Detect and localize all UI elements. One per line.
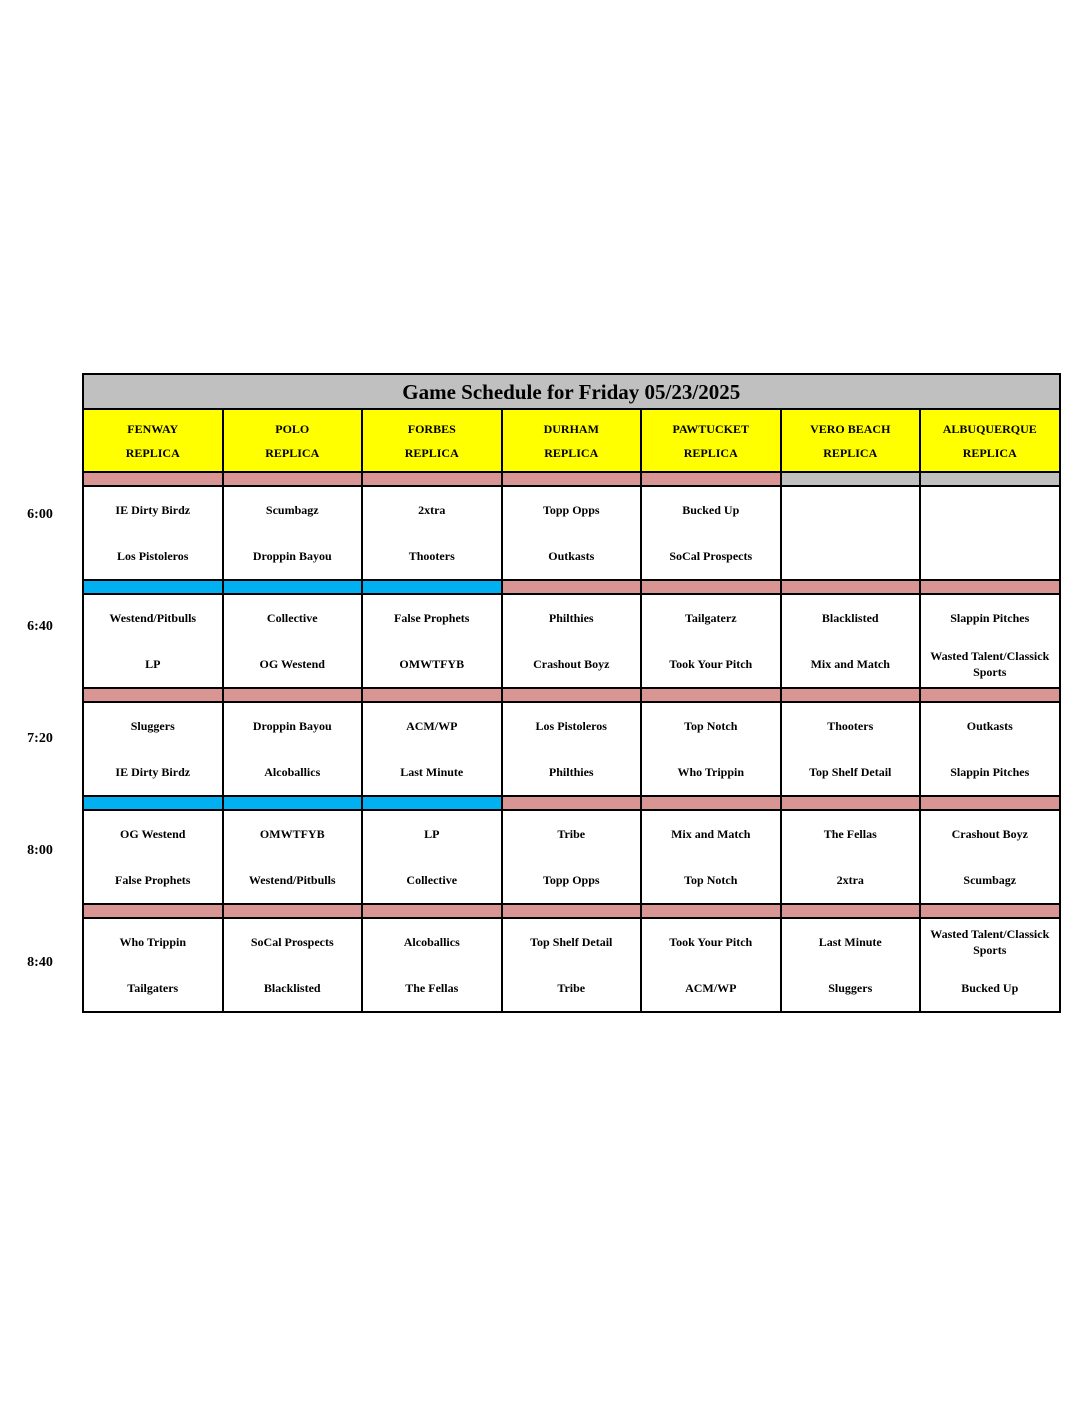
separator-cell bbox=[362, 580, 502, 594]
game-cell bbox=[920, 594, 1060, 688]
time-label: 7:20 bbox=[27, 731, 53, 746]
field-header bbox=[502, 409, 642, 472]
separator-row bbox=[83, 904, 1060, 918]
game-cell bbox=[83, 486, 223, 580]
separator-cell bbox=[223, 580, 363, 594]
separator-cell bbox=[502, 904, 642, 918]
team-home: Last Minute bbox=[818, 935, 882, 949]
team-home: The Fellas bbox=[823, 827, 877, 841]
team-away: Mix and Match bbox=[810, 657, 890, 671]
team-away: Crashout Boyz bbox=[533, 657, 610, 671]
team-away: Thooters bbox=[408, 549, 455, 563]
game-cell bbox=[502, 594, 642, 688]
game-row bbox=[83, 810, 1060, 904]
team-home: Westend/Pitbulls bbox=[109, 611, 197, 625]
game-row bbox=[83, 918, 1060, 1012]
separator-cell bbox=[83, 796, 223, 810]
team-away: Last Minute bbox=[400, 765, 464, 779]
field-type: REPLICA bbox=[823, 445, 878, 460]
field-name: VERO BEACH bbox=[810, 421, 891, 436]
team-home: IE Dirty Birdz bbox=[115, 503, 191, 517]
team-home: Alcoballics bbox=[403, 935, 460, 949]
field-header bbox=[362, 409, 502, 472]
game-cell bbox=[362, 594, 502, 688]
game-cell bbox=[223, 918, 363, 1012]
field-name: PAWTUCKET bbox=[672, 421, 749, 436]
team-away: The Fellas bbox=[405, 981, 459, 995]
separator-cell bbox=[781, 796, 921, 810]
team-away: Collective bbox=[406, 873, 458, 887]
team-home bbox=[782, 487, 920, 533]
team-away: OG Westend bbox=[259, 657, 325, 671]
separator-cell bbox=[641, 688, 781, 702]
team-home: Sluggers bbox=[130, 719, 175, 733]
field-header bbox=[223, 409, 363, 472]
separator-cell bbox=[781, 688, 921, 702]
team-away: Scumbagz bbox=[963, 873, 1017, 887]
game-cell bbox=[362, 810, 502, 904]
team-away: OMWTFYB bbox=[399, 657, 465, 671]
game-row bbox=[83, 486, 1060, 580]
game-cell bbox=[781, 918, 921, 1012]
team-home: Blacklisted bbox=[821, 611, 879, 625]
team-home: Thooters bbox=[827, 719, 874, 733]
separator-cell bbox=[920, 580, 1060, 594]
team-home: Top Notch bbox=[684, 719, 738, 733]
separator-row bbox=[83, 688, 1060, 702]
separator-cell bbox=[362, 904, 502, 918]
field-name: DURHAM bbox=[543, 421, 599, 436]
field-type: REPLICA bbox=[962, 445, 1017, 460]
game-cell bbox=[362, 918, 502, 1012]
team-home: Scumbagz bbox=[265, 503, 319, 517]
team-home: Tailgaterz bbox=[684, 611, 737, 625]
game-cell bbox=[641, 918, 781, 1012]
team-away: Westend/Pitbulls bbox=[248, 873, 336, 887]
field-type: REPLICA bbox=[125, 445, 180, 460]
team-home: Droppin Bayou bbox=[252, 719, 332, 733]
team-away: Tailgaters bbox=[127, 981, 179, 995]
team-away: Wasted Talent/Classick Sports bbox=[930, 649, 1050, 679]
time-label: 8:00 bbox=[27, 843, 53, 858]
game-cell bbox=[223, 486, 363, 580]
field-header-row bbox=[83, 409, 1060, 472]
game-cell bbox=[502, 918, 642, 1012]
team-away: Philthies bbox=[548, 765, 594, 779]
separator-cell bbox=[83, 904, 223, 918]
team-home: OG Westend bbox=[120, 827, 186, 841]
game-cell bbox=[920, 810, 1060, 904]
team-away: 2xtra bbox=[836, 873, 864, 887]
schedule-table bbox=[82, 373, 1061, 1013]
team-home: Wasted Talent/Classick Sports bbox=[930, 927, 1050, 957]
team-home: False Prophets bbox=[394, 611, 470, 625]
team-away bbox=[782, 533, 920, 579]
separator-cell bbox=[641, 904, 781, 918]
separator-cell bbox=[83, 472, 223, 486]
separator-cell bbox=[781, 904, 921, 918]
team-away: False Prophets bbox=[115, 873, 191, 887]
separator-cell bbox=[920, 472, 1060, 486]
game-cell bbox=[781, 810, 921, 904]
separator-row bbox=[83, 796, 1060, 810]
team-away: LP bbox=[145, 657, 161, 671]
team-away bbox=[921, 533, 1059, 579]
team-home: OMWTFYB bbox=[259, 827, 325, 841]
team-away: Bucked Up bbox=[961, 981, 1019, 995]
game-cell bbox=[223, 810, 363, 904]
game-cell bbox=[641, 486, 781, 580]
team-away: ACM/WP bbox=[685, 981, 737, 995]
team-home: SoCal Prospects bbox=[250, 935, 334, 949]
time-label: 6:00 bbox=[27, 507, 53, 522]
team-home: Top Shelf Detail bbox=[530, 935, 613, 949]
field-name: ALBUQUERQUE bbox=[942, 421, 1037, 436]
separator-cell bbox=[781, 472, 921, 486]
game-cell bbox=[781, 594, 921, 688]
separator-cell bbox=[223, 688, 363, 702]
separator-cell bbox=[920, 688, 1060, 702]
team-away: Top Shelf Detail bbox=[809, 765, 892, 779]
game-cell bbox=[502, 486, 642, 580]
game-cell bbox=[83, 810, 223, 904]
game-cell bbox=[781, 702, 921, 796]
game-cell bbox=[362, 486, 502, 580]
team-home: Los Pistoleros bbox=[535, 719, 607, 733]
team-home: Philthies bbox=[548, 611, 594, 625]
separator-row bbox=[83, 472, 1060, 486]
separator-cell bbox=[641, 796, 781, 810]
team-away: IE Dirty Birdz bbox=[115, 765, 191, 779]
field-type: REPLICA bbox=[404, 445, 459, 460]
team-home: Mix and Match bbox=[671, 827, 751, 841]
separator-cell bbox=[83, 688, 223, 702]
separator-cell bbox=[920, 796, 1060, 810]
team-home: Collective bbox=[266, 611, 318, 625]
game-cell bbox=[502, 702, 642, 796]
separator-cell bbox=[362, 688, 502, 702]
time-label: 6:40 bbox=[27, 619, 53, 634]
field-type: REPLICA bbox=[683, 445, 738, 460]
team-home: ACM/WP bbox=[406, 719, 458, 733]
separator-cell bbox=[502, 472, 642, 486]
team-away: Outkasts bbox=[548, 549, 595, 563]
team-away: Sluggers bbox=[828, 981, 873, 995]
separator-cell bbox=[641, 472, 781, 486]
separator-cell bbox=[223, 796, 363, 810]
team-away: Who Trippin bbox=[677, 765, 745, 779]
separator-cell bbox=[362, 796, 502, 810]
team-away: Los Pistoleros bbox=[117, 549, 189, 563]
game-cell bbox=[920, 486, 1060, 580]
game-cell bbox=[502, 810, 642, 904]
game-cell bbox=[83, 702, 223, 796]
game-row bbox=[83, 702, 1060, 796]
field-header bbox=[83, 409, 223, 472]
game-row bbox=[83, 594, 1060, 688]
team-home: Tribe bbox=[557, 827, 586, 841]
separator-cell bbox=[362, 472, 502, 486]
time-label: 8:40 bbox=[27, 955, 53, 970]
team-away: Slappin Pitches bbox=[950, 765, 1030, 779]
field-type: REPLICA bbox=[265, 445, 320, 460]
separator-cell bbox=[920, 904, 1060, 918]
schedule-title: Game Schedule for Friday 05/23/2025 bbox=[83, 374, 1060, 409]
game-cell bbox=[641, 810, 781, 904]
team-away: SoCal Prospects bbox=[669, 549, 753, 563]
game-cell bbox=[641, 594, 781, 688]
team-home: LP bbox=[424, 827, 440, 841]
team-home: 2xtra bbox=[418, 503, 446, 517]
separator-cell bbox=[83, 580, 223, 594]
field-name: POLO bbox=[275, 421, 310, 436]
field-name: FORBES bbox=[407, 421, 456, 436]
team-home: Bucked Up bbox=[682, 503, 740, 517]
team-home: Crashout Boyz bbox=[951, 827, 1028, 841]
team-home: Slappin Pitches bbox=[950, 611, 1030, 625]
field-type: REPLICA bbox=[544, 445, 599, 460]
separator-cell bbox=[502, 796, 642, 810]
team-home: Topp Opps bbox=[542, 503, 600, 517]
separator-cell bbox=[502, 580, 642, 594]
game-cell bbox=[920, 918, 1060, 1012]
separator-cell bbox=[781, 580, 921, 594]
team-home: Outkasts bbox=[966, 719, 1013, 733]
team-away: Blacklisted bbox=[263, 981, 321, 995]
game-cell bbox=[781, 486, 921, 580]
team-away: Alcoballics bbox=[264, 765, 321, 779]
team-away: Took Your Pitch bbox=[669, 657, 753, 671]
field-header bbox=[781, 409, 921, 472]
game-cell bbox=[920, 702, 1060, 796]
field-name: FENWAY bbox=[127, 421, 179, 436]
game-cell bbox=[641, 702, 781, 796]
separator-cell bbox=[223, 472, 363, 486]
game-cell bbox=[83, 918, 223, 1012]
game-cell bbox=[223, 702, 363, 796]
field-header bbox=[920, 409, 1060, 472]
game-cell bbox=[83, 594, 223, 688]
game-cell bbox=[223, 594, 363, 688]
game-cell bbox=[362, 702, 502, 796]
separator-cell bbox=[502, 688, 642, 702]
team-home: Who Trippin bbox=[119, 935, 187, 949]
separator-row bbox=[83, 580, 1060, 594]
team-home: Took Your Pitch bbox=[669, 935, 753, 949]
team-away: Tribe bbox=[557, 981, 586, 995]
team-away: Topp Opps bbox=[542, 873, 600, 887]
team-home bbox=[921, 487, 1059, 533]
team-away: Droppin Bayou bbox=[252, 549, 332, 563]
separator-cell bbox=[641, 580, 781, 594]
team-away: Top Notch bbox=[684, 873, 738, 887]
field-header bbox=[641, 409, 781, 472]
separator-cell bbox=[223, 904, 363, 918]
